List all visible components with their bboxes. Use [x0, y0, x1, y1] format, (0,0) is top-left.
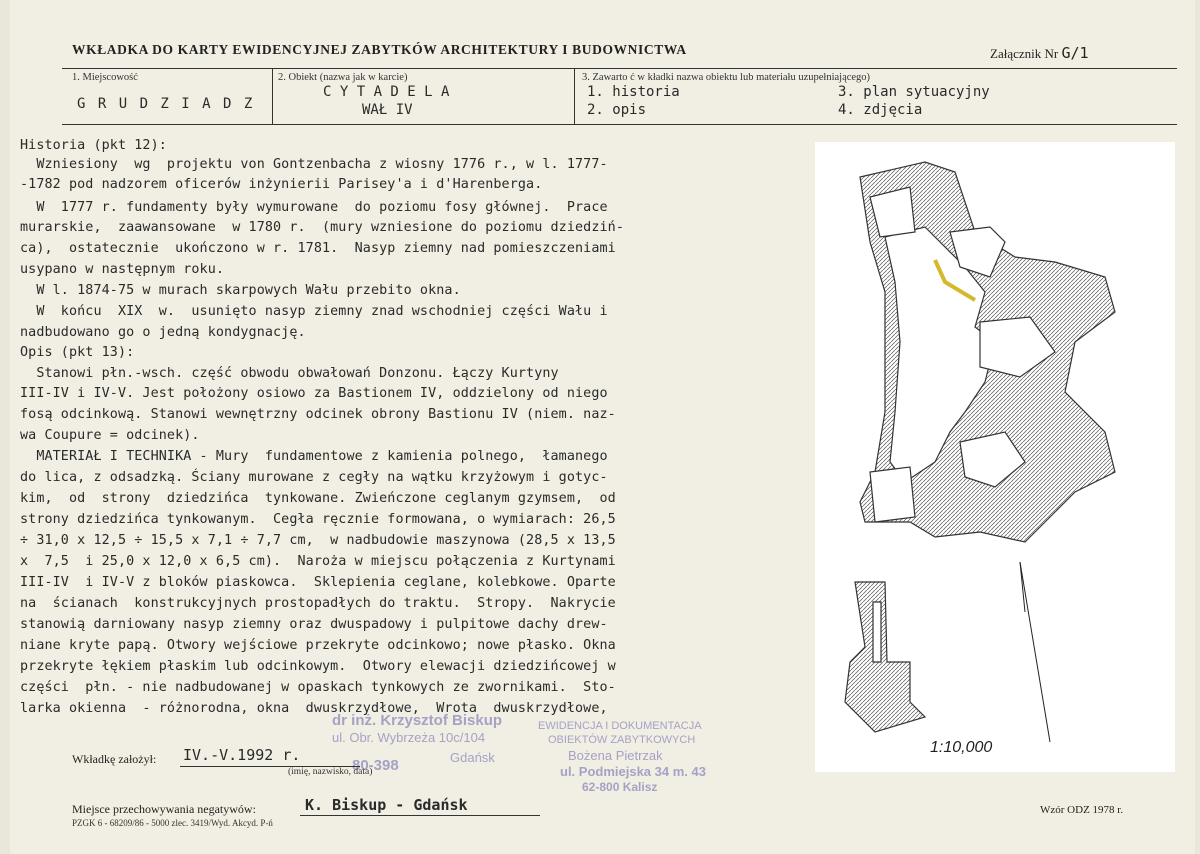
annex-value: G/1: [1061, 44, 1089, 62]
content-item-1: 1. historia: [587, 84, 680, 100]
field-1-value: G R U D Z I A D Z: [77, 96, 255, 112]
field-2-value-2: WAŁ IV: [362, 102, 413, 118]
wkladke-value: IV.-V.1992 r.: [183, 746, 301, 764]
section-heading-history: Historia (pkt 12):: [20, 138, 167, 153]
miejsce-underline: [300, 815, 540, 816]
card-title: WKŁADKA DO KARTY EWIDENCYJNEJ ZABYTKÓW ARCHITEKTURY I BUDOWNICTWA: [72, 42, 687, 57]
field-2-label: 2. Obiekt (nazwa jak w karcie): [278, 72, 408, 83]
body-line: na ścianach konstrukcyjnych prostopadłych do traktu. Stropy. Nakrycie: [20, 596, 616, 611]
body-line: larka okienna - różnorodna, okna dwuskrzydłowe, Wrota dwuskrzydłowe,: [20, 701, 608, 716]
body-line: fosą odcinkową. Stanowi wewnętrzny odcinek obrony Bastionu IV (niem. naz-: [20, 407, 616, 422]
body-line: części płn. - nie nadbudowanej w opaskach tynkowych ze zwornikami. Sto-: [20, 680, 616, 695]
stamp-biskup-address: ul. Obr. Wybrzeża 10c/104: [332, 730, 486, 745]
body-line: Stanowi płn.-wsch. część obwodu obwałowań Donzonu. Łączy Kurtyny: [20, 366, 559, 381]
print-info: PZGK 6 - 68209/86 - 5000 zlec. 3419/Wyd. Akcyd. P-ń: [72, 818, 273, 828]
stamp-biskup-name: dr inż. Krzysztof Biskup: [332, 712, 503, 729]
body-line: -1782 pod nadzorem oficerów inżynierii Parisey'a i d'Harenberga.: [20, 177, 543, 192]
stamp-ewidencja-address: ul. Podmiejska 34 m. 43: [560, 764, 706, 779]
body-line: MATERIAŁ I TECHNIKA - Mury fundamentowe z kamienia polnego, łamanego: [20, 449, 608, 464]
content-item-3: 3. plan sytuacyjny: [838, 84, 990, 100]
miejsce-value: K. Biskup - Gdańsk: [305, 796, 468, 814]
imie-label: (imię, nazwisko, data): [288, 767, 373, 777]
field-divider-2: [574, 68, 575, 124]
body-line: niane kryte papą. Otwory wejściowe przekryte odcinkowo; nowe płasko. Okna: [20, 638, 616, 653]
stamp-ewidencja-name: Bożena Pietrzak: [568, 748, 663, 763]
field-2-value-1: C Y T A D E L A: [323, 84, 450, 100]
map-scale: 1:10,000: [930, 739, 993, 756]
body-line: W l. 1874-75 w murach skarpowych Wału przebito okna.: [20, 283, 461, 298]
stamp-ewidencja-title: EWIDENCJA I DOKUMENTACJA: [538, 720, 702, 732]
header-rule-top: [62, 68, 1177, 69]
body-line: wa Coupure = odcinek).: [20, 428, 200, 443]
section-heading-description: Opis (pkt 13):: [20, 345, 135, 360]
body-line: W końcu XIX w. usunięto nasyp ziemny znad wschodniej części Wału i: [20, 304, 608, 319]
wkladke-label: Wkładkę założył:: [72, 752, 157, 766]
stamp-biskup-city: Gdańsk: [450, 750, 495, 765]
body-line: III-IV i IV-V z bloków piaskowca. Sklepienia ceglane, kolebkowe. Oparte: [20, 575, 616, 590]
miejsce-label: Miejsce przechowywania negatywów:: [72, 802, 256, 816]
body-line: Wzniesiony wg projektu von Gontzenbacha z wiosny 1776 r., w l. 1777-: [20, 157, 608, 172]
stamp-ewidencja-city: 62-800 Kalisz: [582, 780, 658, 794]
site-plan-panel: [815, 142, 1175, 772]
annex-label: Załącznik Nr: [990, 46, 1059, 61]
form-template: Wzór ODZ 1978 r.: [1040, 804, 1124, 816]
body-line: przekryte łękiem płaskim lub odcinkowym. Otwory elewacji dziedzińcowej w: [20, 659, 616, 674]
body-line: III-IV i IV-V. Jest położony osiowo za Bastionem IV, oddzielony od niego: [20, 386, 608, 401]
stamp-biskup-postcode: 80-398: [352, 757, 399, 774]
body-line: W 1777 r. fundamenty były wymurowane do poziomu fosy głównej. Prace: [20, 200, 608, 215]
content-item-4: 4. zdjęcia: [838, 102, 923, 118]
body-line: murarskie, zaawansowane w 1780 r. (mury wzniesione do poziomu dziedziń-: [20, 220, 624, 235]
body-line: strony dziedzińca tynkowanym. Cegła ręcznie formowana, o wymiarach: 26,5: [20, 512, 616, 527]
stamp-ewidencja-subtitle: OBIEKTÓW ZABYTKOWYCH: [548, 734, 696, 746]
content-item-2: 2. opis: [587, 102, 647, 118]
body-line: do lica, z odsadzką. Ściany murowane z cegły na wątku krzyżowym i gotyc-: [20, 470, 608, 485]
site-plan-drawing: [815, 142, 1175, 772]
body-line: ca), ostatecznie ukończono w r. 1781. Nasyp ziemny nad pomieszczeniami: [20, 241, 616, 256]
field-3-label: 3. Zawarto ć w kładki nazwa obiektu lub materiału uzupełniającego): [582, 72, 871, 83]
body-line: kim, od strony dziedzińca tynkowane. Zwieńczone ceglanym gzymsem, od: [20, 491, 616, 506]
body-line: nadbudowano go o jedną kondygnację.: [20, 325, 306, 340]
annex-number: [990, 44, 1089, 62]
header-rule-bottom: [62, 124, 1177, 125]
body-line: stanowią darniowany nasyp ziemny oraz dwuspadowy i pulpitowe dachy drew-: [20, 617, 608, 632]
body-line: usypano w następnym roku.: [20, 262, 225, 277]
body-line: ÷ 31,0 x 12,5 ÷ 15,5 x 7,1 ÷ 7,7 cm, w nadbudowie maszynowa (28,5 x 13,5: [20, 533, 616, 548]
field-1-label: 1. Miejscowość: [72, 72, 138, 83]
body-line: x 7,5 i 25,0 x 12,0 x 6,5 cm). Naroża w miejscu połączenia z Kurtynami: [20, 554, 616, 569]
field-divider-1: [272, 68, 273, 124]
